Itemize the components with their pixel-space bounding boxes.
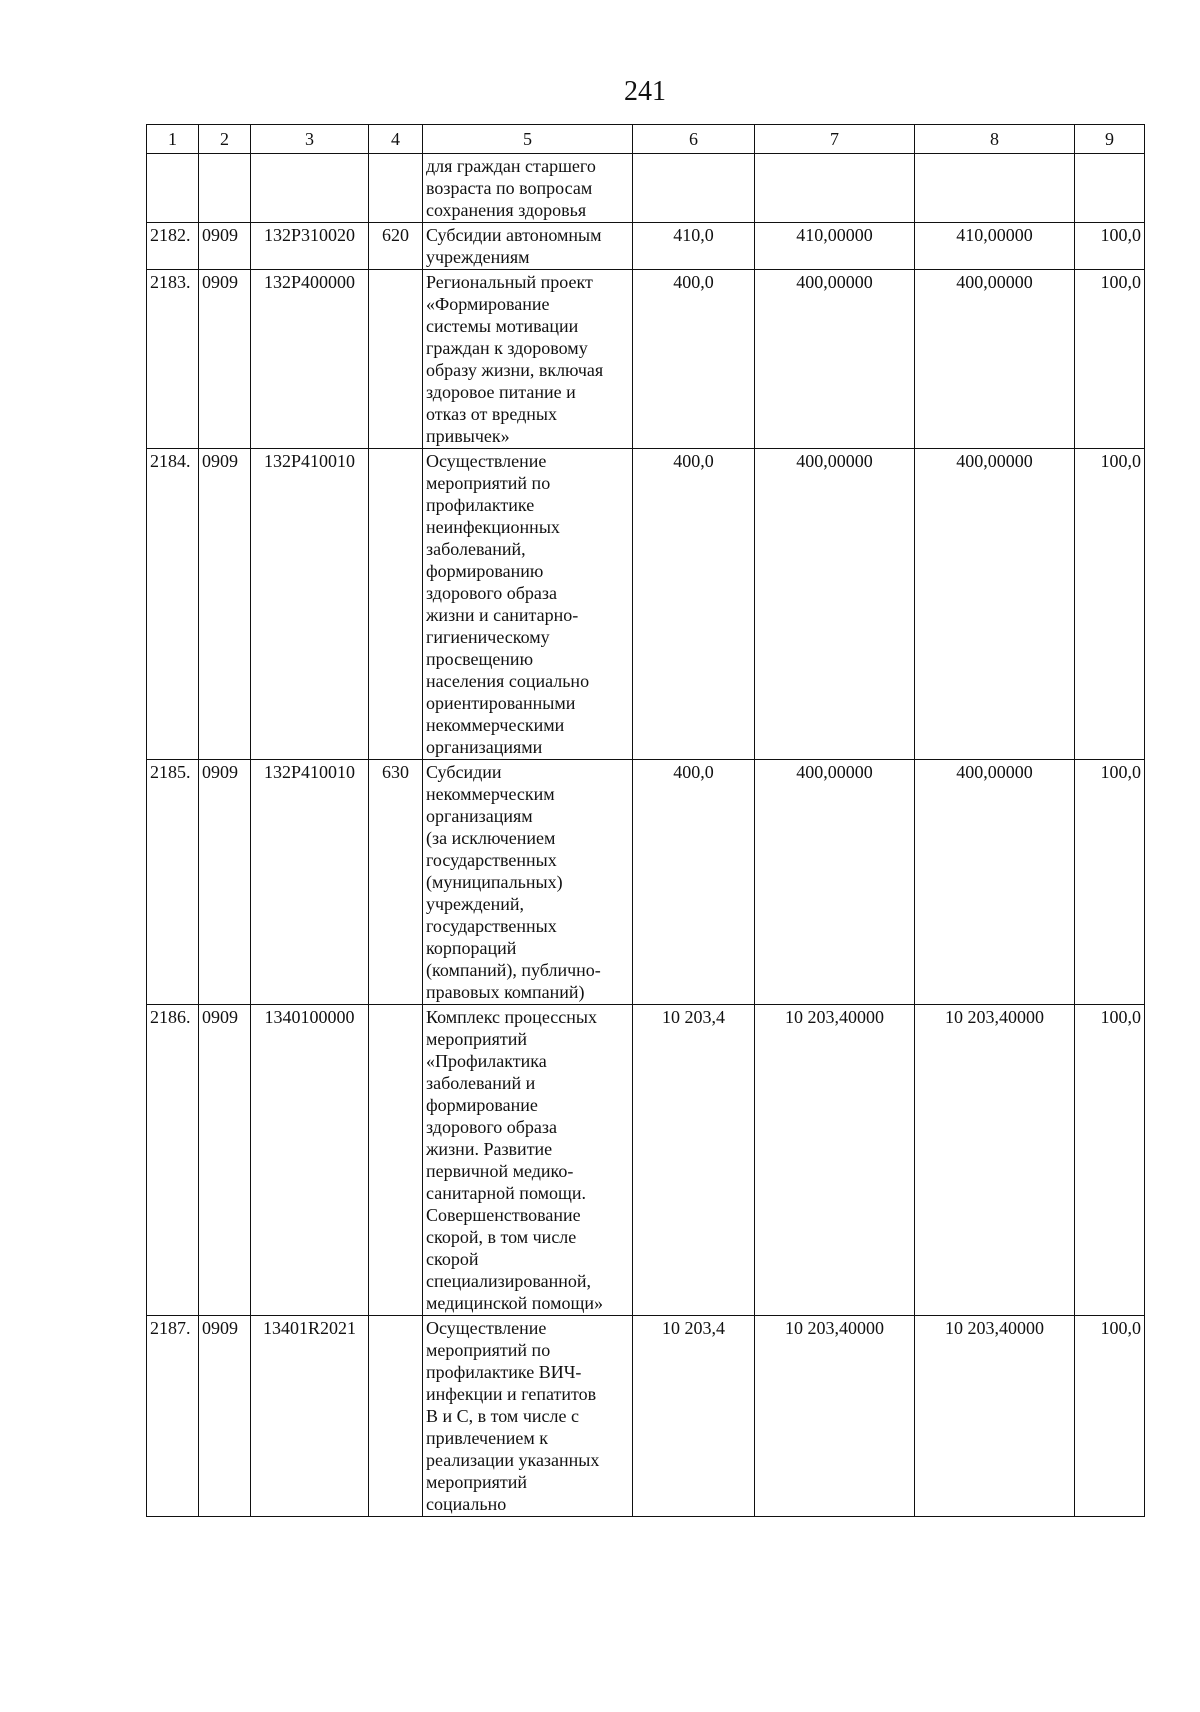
executed-value: 400,00000 [755,760,915,1005]
cash-value: 410,00000 [915,223,1075,270]
target-code: 13401R2021 [251,1316,369,1517]
plan-value [633,154,755,223]
executed-value: 400,00000 [755,449,915,760]
header-row [147,125,1145,154]
cash-value: 400,00000 [915,449,1075,760]
row-number: 2185. [147,760,199,1005]
page-number: 241 [624,76,666,107]
executed-value [755,154,915,223]
table-row [147,223,1145,270]
column-header: 1 [147,125,199,154]
expense-type [369,1005,423,1316]
percent-value: 100,0 [1075,449,1145,760]
table-row [147,154,1145,223]
item-name: Комплекс процессных мероприятий «Профилактика заболеваний и формирование здорового образа жизни. Развитие первичной медико- санитарной помощи. Совершенствование скорой, в том числе скорой специализированной, медицинской помощи» [423,1005,633,1316]
plan-value: 400,0 [633,270,755,449]
row-number: 2183. [147,270,199,449]
expense-type [369,1316,423,1517]
section-code: 0909 [199,760,251,1005]
percent-value: 100,0 [1075,270,1145,449]
item-name: Осуществление мероприятий по профилактике ВИЧ- инфекции и гепатитов В и С, в том числе с привлечением к реализации указанных мероприятий социально [423,1316,633,1517]
section-code: 0909 [199,223,251,270]
percent-value: 100,0 [1075,223,1145,270]
column-header: 5 [423,125,633,154]
target-code: 132P410010 [251,760,369,1005]
target-code: 132P410010 [251,449,369,760]
section-code: 0909 [199,449,251,760]
column-header: 9 [1075,125,1145,154]
expense-type [369,154,423,223]
percent-value [1075,154,1145,223]
column-header: 4 [369,125,423,154]
column-header: 6 [633,125,755,154]
column-header: 2 [199,125,251,154]
percent-value: 100,0 [1075,1316,1145,1517]
expense-type [369,449,423,760]
cash-value: 10 203,40000 [915,1005,1075,1316]
item-name: Субсидии автономным учреждениям [423,223,633,270]
executed-value: 10 203,40000 [755,1005,915,1316]
plan-value: 10 203,4 [633,1316,755,1517]
item-name: для граждан старшего возраста по вопросам сохранения здоровья [423,154,633,223]
section-code: 0909 [199,270,251,449]
table-row [147,1316,1145,1517]
column-header: 3 [251,125,369,154]
percent-value: 100,0 [1075,1005,1145,1316]
budget-table [146,124,1145,1517]
table-row [147,760,1145,1005]
target-code: 132P310020 [251,223,369,270]
table-row [147,449,1145,760]
section-code: 0909 [199,1316,251,1517]
percent-value: 100,0 [1075,760,1145,1005]
expense-type [369,270,423,449]
row-number: 2186. [147,1005,199,1316]
executed-value: 400,00000 [755,270,915,449]
expense-type: 630 [369,760,423,1005]
row-number [147,154,199,223]
cash-value: 10 203,40000 [915,1316,1075,1517]
plan-value: 400,0 [633,449,755,760]
target-code: 132P400000 [251,270,369,449]
row-number: 2182. [147,223,199,270]
column-header: 8 [915,125,1075,154]
plan-value: 10 203,4 [633,1005,755,1316]
cash-value: 400,00000 [915,760,1075,1005]
item-name: Осуществление мероприятий по профилактике неинфекционных заболеваний, формированию здорового образа жизни и санитарно- гигиеническому просвещению населения социально ориентированными некоммерческими организациями [423,449,633,760]
row-number: 2187. [147,1316,199,1517]
section-code: 0909 [199,1005,251,1316]
plan-value: 410,0 [633,223,755,270]
section-code [199,154,251,223]
executed-value: 10 203,40000 [755,1316,915,1517]
table-row [147,1005,1145,1316]
target-code [251,154,369,223]
executed-value: 410,00000 [755,223,915,270]
item-name: Субсидии некоммерческим организациям (за исключением государственных (муниципальных) учреждений, государственных корпораций (компаний), публично- правовых компаний) [423,760,633,1005]
target-code: 1340100000 [251,1005,369,1316]
row-number: 2184. [147,449,199,760]
cash-value: 400,00000 [915,270,1075,449]
expense-type: 620 [369,223,423,270]
plan-value: 400,0 [633,760,755,1005]
item-name: Региональный проект «Формирование системы мотивации граждан к здоровому образу жизни, включая здоровое питание и отказ от вредных привычек» [423,270,633,449]
cash-value [915,154,1075,223]
table-row [147,270,1145,449]
column-header: 7 [755,125,915,154]
